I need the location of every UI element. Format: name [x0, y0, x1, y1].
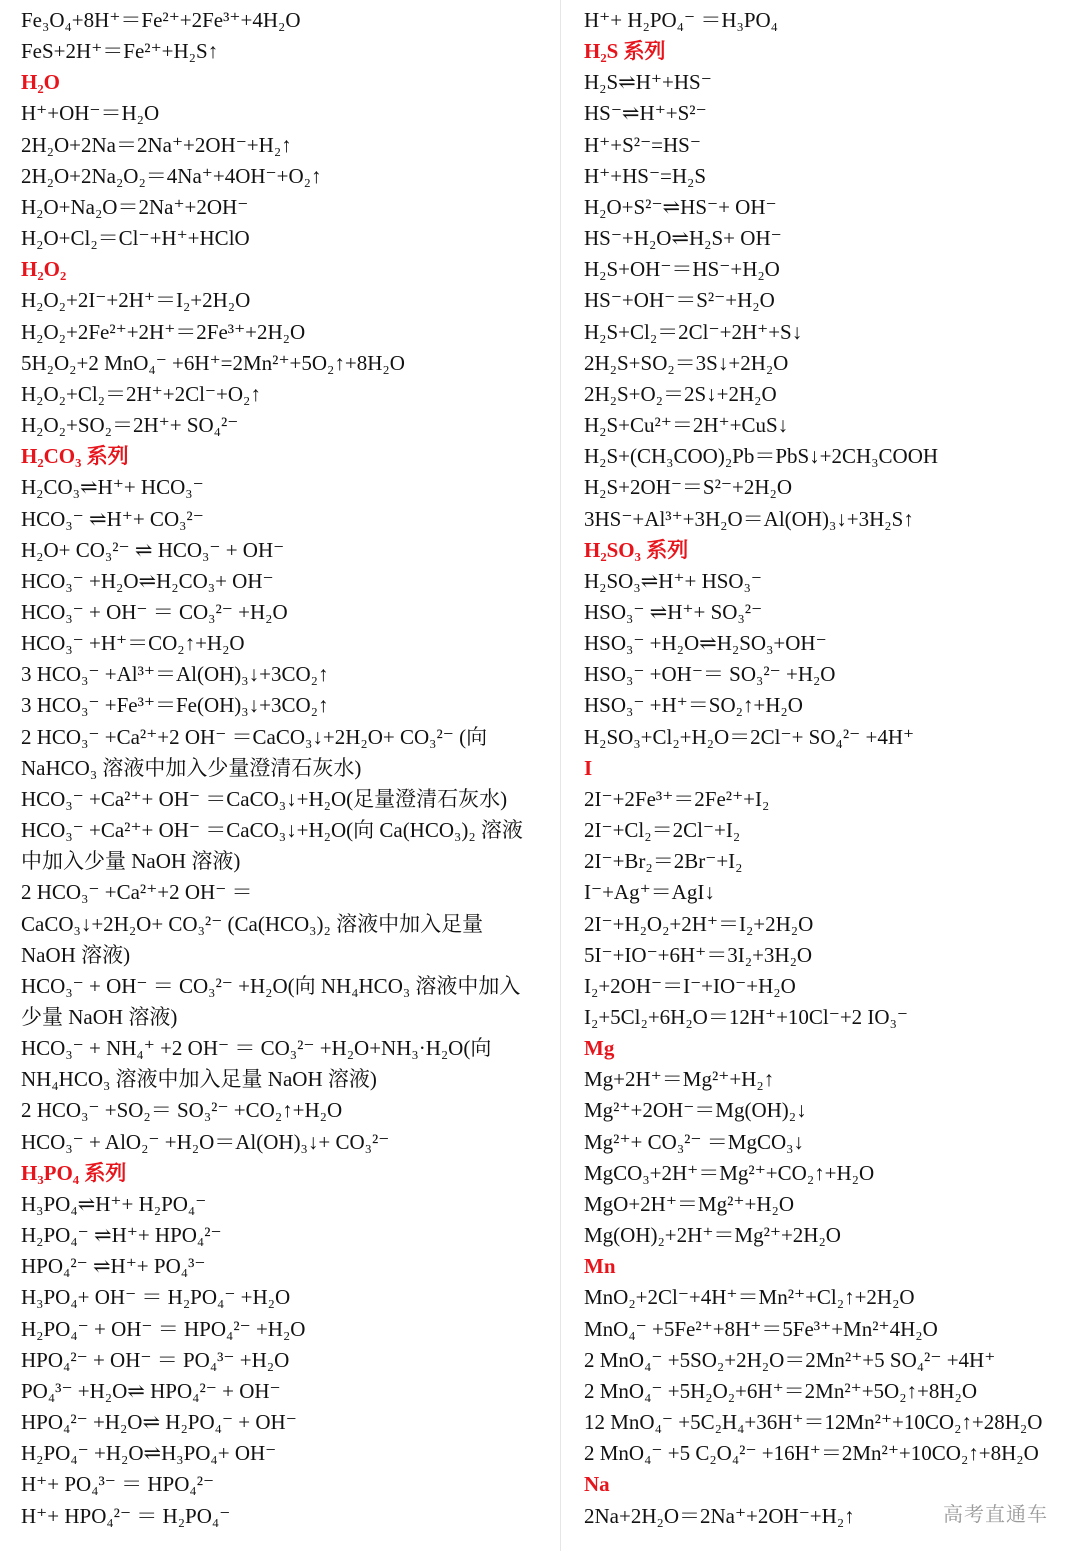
equation-line: 2H₂O+2Na＝2Na⁺+2OH⁻+H₂↑: [21, 132, 292, 157]
equation-line: H⁺+ H₂PO₄⁻ ＝H₃PO₄: [584, 8, 778, 32]
equation-line: NaHCO₃ 溶液中加入少量澄清石灰水): [21, 755, 362, 780]
equation-line: PO₄³⁻ +H₂O⇌ HPO₄²⁻ + OH⁻: [21, 1378, 281, 1403]
equation-line: 少量 NaOH 溶液): [21, 1005, 178, 1029]
equation-line: HCO₃⁻ +Ca²⁺+ OH⁻ ＝CaCO₃↓+H₂O(向 Ca(HCO₃)₂ 溶液: [21, 818, 523, 843]
section-heading: Na: [584, 1472, 610, 1497]
equation-line: H₂S+Cu²⁺＝2H⁺+CuS↓: [584, 413, 789, 438]
equation-line: 2I⁻+Br₂＝2Br⁻+I₂: [584, 849, 743, 874]
left-column: [21, 5, 551, 1532]
equation-line: H₂SO₃+Cl₂+H₂O＝2Cl⁻+ SO₄²⁻ +4H⁺: [584, 724, 915, 749]
equation-line: NH₄HCO₃ 溶液中加入足量 NaOH 溶液): [21, 1067, 377, 1092]
equation-line: H₂SO₃⇌H⁺+ HSO₃⁻: [584, 568, 763, 593]
section-heading: H₂S 系列: [584, 39, 666, 64]
equation-line: 2 HCO₃⁻ +Ca²⁺+2 OH⁻ ＝: [21, 880, 253, 905]
equation-line: Mg(OH)₂+2H⁺＝Mg²⁺+2H₂O: [584, 1223, 841, 1248]
equation-line: 2Na+2H₂O＝2Na⁺+2OH⁻+H₂↑: [584, 1503, 855, 1528]
equation-line: HCO₃⁻ + AlO₂⁻ +H₂O＝Al(OH)₃↓+ CO₃²⁻: [21, 1129, 390, 1154]
equation-line: Mg²⁺+2OH⁻＝Mg(OH)₂↓: [584, 1098, 807, 1123]
equation-line: 2 HCO₃⁻ +Ca²⁺+2 OH⁻ ＝CaCO₃↓+2H₂O+ CO₃²⁻ (向: [21, 724, 488, 749]
equation-line: CaCO₃↓+2H₂O+ CO₃²⁻ (Ca(HCO₃)₂ 溶液中加入足量: [21, 911, 484, 936]
equation-line: H₂S+OH⁻＝HS⁻+H₂O: [584, 257, 780, 282]
equation-line: MgO+2H⁺＝Mg²⁺+H₂O: [584, 1191, 794, 1216]
equation-line: HCO₃⁻ +H₂O⇌H₂CO₃+ OH⁻: [21, 568, 274, 593]
section-heading: H₂SO₃ 系列: [584, 537, 689, 562]
equation-line: H₂S+Cl₂＝2Cl⁻+2H⁺+S↓: [584, 319, 803, 344]
equation-line: H⁺+S²⁻=HS⁻: [584, 132, 701, 157]
right-column: [584, 5, 1074, 1532]
equation-line: 2I⁻+2Fe³⁺＝2Fe²⁺+I₂: [584, 786, 770, 811]
equation-line: H₂PO₄⁻ ⇌H⁺+ HPO₄²⁻: [21, 1223, 222, 1248]
equation-line: HS⁻+OH⁻＝S²⁻+H₂O: [584, 288, 775, 313]
equation-line: HCO₃⁻ + OH⁻ ＝ CO₃²⁻ +H₂O(向 NH₄HCO₃ 溶液中加入: [21, 973, 521, 998]
watermark: 高考直通车: [943, 1502, 1048, 1526]
equation-line: HCO₃⁻ + OH⁻ ＝ CO₃²⁻ +H₂O: [21, 599, 288, 624]
equation-line: 5H₂O₂+2 MnO₄⁻ +6H⁺=2Mn²⁺+5O₂↑+8H₂O: [21, 350, 405, 375]
equation-line: H⁺+ HPO₄²⁻ ＝ H₂PO₄⁻: [21, 1503, 231, 1528]
equation-line: HSO₃⁻ ⇌H⁺+ SO₃²⁻: [584, 599, 763, 624]
equation-line: H₂O₂+SO₂＝2H⁺+ SO₄²⁻: [21, 413, 239, 438]
equation-line: HCO₃⁻ +H⁺＝CO₂↑+H₂O: [21, 631, 245, 656]
equation-line: H₂PO₄⁻ + OH⁻ ＝ HPO₄²⁻ +H₂O: [21, 1316, 306, 1341]
equation-line: HS⁻⇌H⁺+S²⁻: [584, 101, 707, 126]
equation-line: HPO₄²⁻ + OH⁻ ＝ PO₄³⁻ +H₂O: [21, 1347, 290, 1372]
equation-line: H₂O+Na₂O＝2Na⁺+2OH⁻: [21, 194, 249, 219]
equation-line: HS⁻+H₂O⇌H₂S+ OH⁻: [584, 226, 782, 251]
section-heading: Mn: [584, 1254, 616, 1279]
equation-line: 2H₂S+SO₂＝3S↓+2H₂O: [584, 350, 789, 375]
equation-line: H₂O+ CO₃²⁻ ⇌ HCO₃⁻ + OH⁻: [21, 537, 285, 562]
equation-line: FeS+2H⁺＝Fe²⁺+H₂S↑: [21, 39, 219, 64]
equation-line: 2 MnO₄⁻ +5SO₂+2H₂O＝2Mn²⁺+5 SO₄²⁻ +4H⁺: [584, 1347, 996, 1372]
equation-line: Mg+2H⁺＝Mg²⁺+H₂↑: [584, 1067, 775, 1092]
equation-line: MnO₄⁻ +5Fe²⁺+8H⁺＝5Fe³⁺+Mn²⁺4H₂O: [584, 1316, 938, 1341]
equation-line: 3HS⁻+Al³⁺+3H₂O＝Al(OH)₃↓+3H₂S↑: [584, 506, 914, 531]
equation-line: H₂O+S²⁻⇌HS⁻+ OH⁻: [584, 194, 777, 219]
equation-line: 2H₂S+O₂＝2S↓+2H₂O: [584, 381, 777, 406]
equation-line: H⁺+OH⁻＝H₂O: [21, 101, 160, 126]
equation-line: HSO₃⁻ +H⁺＝SO₂↑+H₂O: [584, 693, 803, 718]
equation-line: H⁺+ PO₄³⁻ ＝ HPO₄²⁻: [21, 1472, 215, 1497]
equation-line: 2 MnO₄⁻ +5H₂O₂+6H⁺＝2Mn²⁺+5O₂↑+8H₂O: [584, 1378, 978, 1403]
equation-line: H₂S⇌H⁺+HS⁻: [584, 70, 712, 95]
column-divider: [560, 0, 561, 1551]
equation-line: Mg²⁺+ CO₃²⁻ ＝MgCO₃↓: [584, 1129, 804, 1154]
equation-line: 3 HCO₃⁻ +Al³⁺＝Al(OH)₃↓+3CO₂↑: [21, 662, 329, 687]
equation-line: H₂O₂+2I⁻+2H⁺＝I₂+2H₂O: [21, 288, 251, 313]
equation-line: HCO₃⁻ ⇌H⁺+ CO₃²⁻: [21, 506, 204, 531]
equation-line: 3 HCO₃⁻ +Fe³⁺＝Fe(OH)₃↓+3CO₂↑: [21, 693, 329, 718]
equation-line: HPO₄²⁻ +H₂O⇌ H₂PO₄⁻ + OH⁻: [21, 1410, 297, 1435]
equation-line: H₂S+(CH₃COO)₂Pb＝PbS↓+2CH₃COOH: [584, 444, 939, 469]
equation-line: 12 MnO₄⁻ +5C₂H₄+36H⁺＝12Mn²⁺+10CO₂↑+28H₂O: [584, 1410, 1043, 1435]
equation-line: H₂O+Cl₂＝Cl⁻+H⁺+HClO: [21, 226, 250, 251]
equation-line: H₂CO₃⇌H⁺+ HCO₃⁻: [21, 475, 204, 500]
equation-line: HSO₃⁻ +H₂O⇌H₂SO₃+OH⁻: [584, 631, 827, 656]
equation-line: I₂+5Cl₂+6H₂O＝12H⁺+10Cl⁻+2 IO₃⁻: [584, 1005, 908, 1029]
equation-line: 中加入少量 NaOH 溶液): [21, 849, 241, 874]
section-heading: Mg: [584, 1036, 615, 1061]
section-heading: H₂O₂: [21, 257, 67, 282]
equation-line: 2 HCO₃⁻ +SO₂＝ SO₃²⁻ +CO₂↑+H₂O: [21, 1098, 343, 1123]
equation-line: HCO₃⁻ + NH₄⁺ +2 OH⁻ ＝ CO₃²⁻ +H₂O+NH₃·H₂O(向: [21, 1036, 492, 1061]
equation-line: 2H₂O+2Na₂O₂＝4Na⁺+4OH⁻+O₂↑: [21, 163, 322, 188]
section-heading: I: [584, 755, 593, 780]
equation-line: 2I⁻+H₂O₂+2H⁺＝I₂+2H₂O: [584, 911, 814, 936]
equation-line: H₂O₂+Cl₂＝2H⁺+2Cl⁻+O₂↑: [21, 381, 261, 406]
section-heading: H₃PO₄ 系列: [21, 1160, 127, 1185]
equation-line: 2 MnO₄⁻ +5 C₂O₄²⁻ +16H⁺＝2Mn²⁺+10CO₂↑+8H₂O: [584, 1441, 1039, 1466]
equation-line: HPO₄²⁻ ⇌H⁺+ PO₄³⁻: [21, 1254, 206, 1279]
equation-line: HCO₃⁻ +Ca²⁺+ OH⁻ ＝CaCO₃↓+H₂O(足量澄清石灰水): [21, 786, 508, 811]
equation-line: H₃PO₄⇌H⁺+ H₂PO₄⁻: [21, 1191, 207, 1216]
equation-line: I₂+2OH⁻＝I⁻+IO⁻+H₂O: [584, 973, 796, 998]
equation-line: H₂O₂+2Fe²⁺+2H⁺＝2Fe³⁺+2H₂O: [21, 319, 306, 344]
section-heading: H₂O: [21, 70, 60, 95]
equation-line: H⁺+HS⁻=H₂S: [584, 163, 707, 188]
equation-line: HSO₃⁻ +OH⁻＝ SO₃²⁻ +H₂O: [584, 662, 836, 687]
section-heading: H₂CO₃ 系列: [21, 444, 129, 469]
equation-line: MgCO₃+2H⁺＝Mg²⁺+CO₂↑+H₂O: [584, 1160, 875, 1185]
equation-line: NaOH 溶液): [21, 942, 131, 967]
equation-line: H₃PO₄+ OH⁻ ＝ H₂PO₄⁻ +H₂O: [21, 1285, 291, 1310]
equation-line: I⁻+Ag⁺＝AgI↓: [584, 880, 715, 905]
equation-line: Fe₃O₄+8H⁺＝Fe²⁺+2Fe³⁺+4H₂O: [21, 8, 301, 32]
equation-line: 2I⁻+Cl₂＝2Cl⁻+I₂: [584, 818, 741, 843]
equation-line: 5I⁻+IO⁻+6H⁺＝3I₂+3H₂O: [584, 942, 813, 967]
equation-line: H₂S+2OH⁻＝S²⁻+2H₂O: [584, 475, 792, 500]
equation-line: H₂PO₄⁻ +H₂O⇌H₃PO₄+ OH⁻: [21, 1441, 277, 1466]
equation-line: MnO₂+2Cl⁻+4H⁺＝Mn²⁺+Cl₂↑+2H₂O: [584, 1285, 915, 1310]
